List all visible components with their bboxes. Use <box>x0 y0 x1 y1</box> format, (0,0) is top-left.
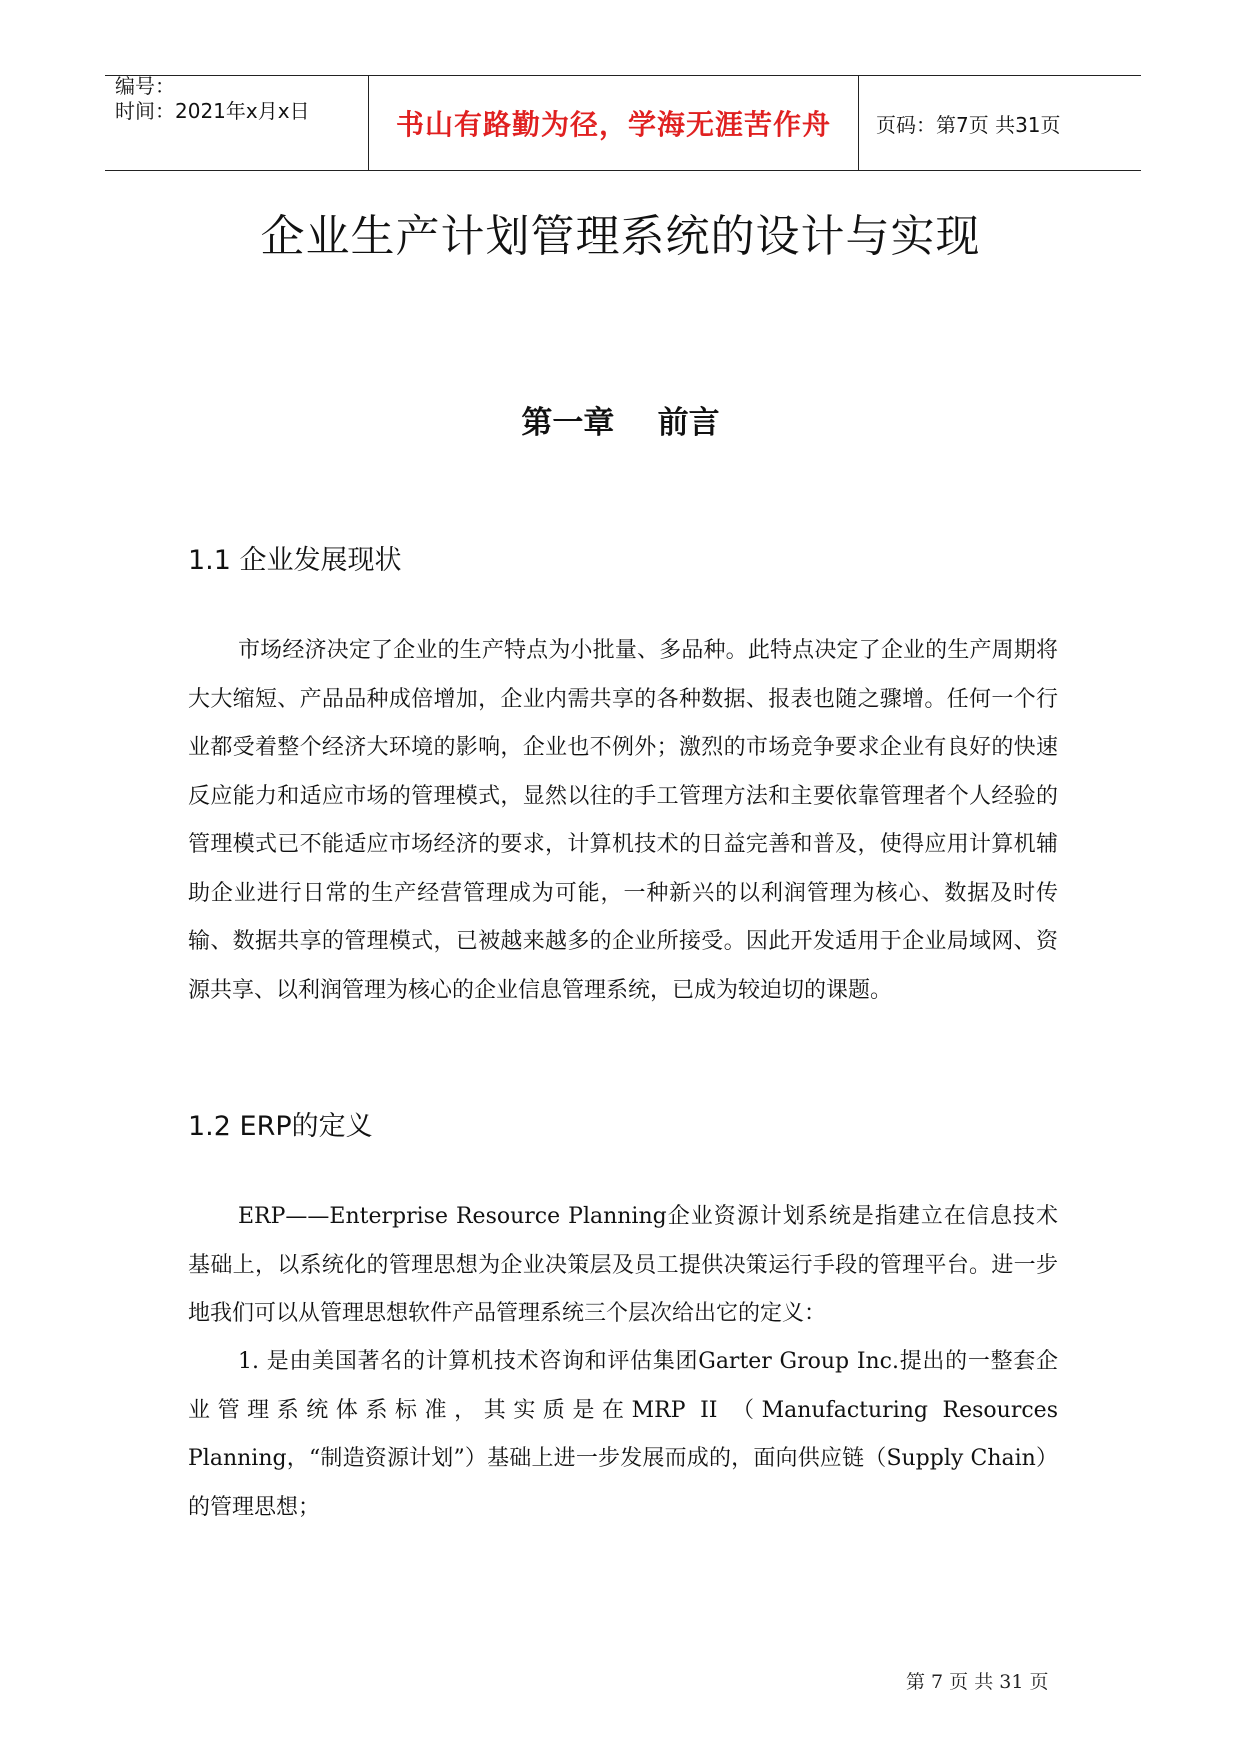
page-header <box>105 75 1141 171</box>
section-heading-1-2: 1.2 ERP的定义 <box>188 1111 373 1142</box>
section-1-2-paragraph-2: 1. 是由美国著名的计算机技术咨询和评估集团Garter Group Inc.提出的一整套企业管理系统体系标准，其实质是在MRP II （Manufacturing Resources Planning，“制造资源计划”）基础上进一步发展而成的，面向供应链（Supply Chain）的管理思想； <box>188 1349 1058 1520</box>
header-motto-cell <box>368 76 859 170</box>
document-title: 企业生产计划管理系统的设计与实现 <box>260 211 981 262</box>
header-page-info: 页码：第7页 共31页 <box>876 112 1061 137</box>
document-number-label: 编号： <box>115 74 175 98</box>
header-meta-cell <box>105 76 368 170</box>
header-page-cell <box>859 76 1141 170</box>
section-heading-1-1: 1.1 企业发展现状 <box>188 545 402 576</box>
page-footer: 第 7 页 共 31 页 <box>906 1671 1049 1693</box>
chapter-heading: 第一章 前言 <box>521 405 720 441</box>
header-motto: 书山有路勤为径，学海无涯苦作舟 <box>395 108 831 141</box>
section-1-1-paragraph: 市场经济决定了企业的生产特点为小批量、多品种。此特点决定了企业的生产周期将大大缩短、产品品种成倍增加，企业内需共享的各种数据、报表也随之骤增。任何一个行业都受着整个经济大环境的影响，企业也不例外；激烈的市场竞争要求企业有良好的快速反应能力和适应市场的管理模式，显然以往的手工管理方法和主要依靠管理者个人经验的管理模式已不能适应市场经济的要求，计算机技术的日益完善和普及，使得应用计算机辅助企业进行日常的生产经营管理成为可能，一种新兴的以利润管理为核心、数据及时传输、数据共享的管理模式，已被越来越多的企业所接受。因此开发适用于企业局域网、资源共享、以利润管理为核心的企业信息管理系统，已成为较迫切的课题。 <box>188 638 1058 1003</box>
document-time-label: 时间：2021年x月x日 <box>115 99 310 123</box>
section-1-2-paragraph-1: ERP——Enterprise Resource Planning企业资源计划系统是指建立在信息技术基础上，以系统化的管理思想为企业决策层及员工提供决策运行手段的管理平台。进一步地我们可以从管理思想软件产品管理系统三个层次给出它的定义： <box>188 1204 1058 1326</box>
